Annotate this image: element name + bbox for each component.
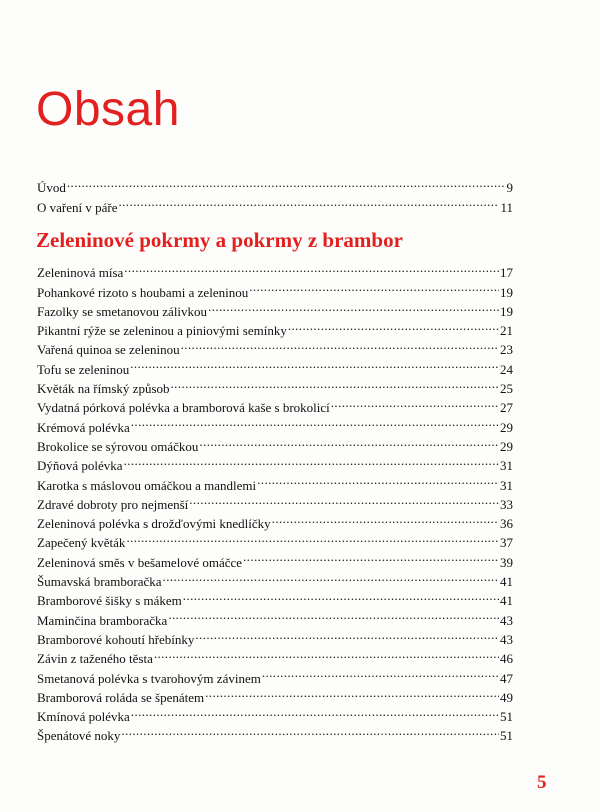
toc-entry-title: Tofu se zeleninou (37, 361, 130, 377)
page-number: 5 (537, 772, 547, 793)
toc-entry-title: Závin z taženého těsta (37, 651, 153, 667)
toc-entry[interactable] (37, 258, 513, 281)
toc-entry-page: 17 (500, 265, 513, 281)
toc-entry-page: 19 (500, 303, 513, 319)
toc-entry-page: 51 (500, 709, 513, 725)
toc-entry-title: Vydatná pórková polévka a bramborová kaše s brokolicí (37, 400, 330, 416)
toc-entry-page: 36 (500, 516, 513, 532)
toc-entry-page: 51 (500, 728, 513, 744)
dot-leader (249, 277, 499, 296)
dot-leader (195, 625, 499, 644)
toc-entry-title: Bramborová roláda se špenátem (37, 689, 205, 705)
toc-entry-page: 29 (500, 419, 513, 435)
toc-entry-title: Vařená quinoa se zeleninou (37, 342, 180, 358)
toc-entry-page: 46 (500, 651, 513, 667)
toc-entry-title: Smetanová polévka s tvarohovým závinem (37, 670, 261, 686)
dot-leader (124, 451, 499, 470)
toc-entry-page: 31 (500, 458, 513, 474)
toc-entry-title: Pikantní rýže se zeleninou a piniovými semínky (37, 323, 287, 339)
toc-entry-page: 41 (500, 593, 513, 609)
dot-leader (257, 470, 499, 489)
toc-entry-title: Zeleninová mísa (37, 265, 124, 281)
toc-entry-title: Zapečený květák (37, 535, 126, 551)
toc-entry-title: Bramborové šišky s mákem (37, 593, 182, 609)
dot-leader (205, 683, 499, 702)
dot-leader (331, 393, 499, 412)
toc-entry-title: Dýňová polévka (37, 458, 123, 474)
toc-entry[interactable] (37, 173, 513, 196)
toc-entry-title: Bramborové kohoutí hřebínky (37, 631, 195, 647)
toc-entry-title: Zeleninová polévka s drožďovými knedlíčky (37, 516, 271, 532)
dot-leader (183, 586, 499, 605)
toc-entry-page: 41 (500, 574, 513, 590)
toc-entry-page: 43 (500, 631, 513, 647)
toc-entry-page: 29 (500, 438, 513, 454)
section-toc-list (37, 258, 513, 744)
dot-leader (131, 412, 499, 431)
toc-entry-page: 19 (500, 284, 513, 300)
toc-entry-page: 9 (506, 180, 513, 196)
toc-entry-page: 23 (500, 342, 513, 358)
toc-entry-page: 11 (500, 199, 513, 215)
toc-entry-title: Květák na římský způsob (37, 381, 170, 397)
dot-leader (189, 490, 499, 509)
toc-entry-page: 27 (500, 400, 513, 416)
toc-entry-title: Krémová polévka (37, 419, 130, 435)
toc-entry-title: Zeleninová směs v bešamelové omáčce (37, 554, 243, 570)
dot-leader (208, 297, 499, 316)
toc-entry-title: Brokolice se sýrovou omáčkou (37, 438, 199, 454)
intro-toc-list (37, 173, 513, 215)
dot-leader (262, 663, 499, 682)
toc-entry-page: 21 (500, 323, 513, 339)
dot-leader (171, 374, 499, 393)
toc-entry-page: 33 (500, 496, 513, 512)
toc-entry-page: 31 (500, 477, 513, 493)
toc-entry-title: Maminčina bramboračka (37, 612, 168, 628)
toc-entry-page: 49 (500, 689, 513, 705)
toc-entry-title: O vaření v páře (37, 199, 118, 215)
toc-entry-title: Pohankové rizoto s houbami a zeleninou (37, 284, 249, 300)
toc-entry-title: Úvod (37, 180, 66, 196)
toc-entry-title: Šumavská bramboračka (37, 574, 162, 590)
toc-entry-page: 47 (500, 670, 513, 686)
toc-entry-page: 37 (500, 535, 513, 551)
dot-leader (163, 567, 499, 586)
dot-leader (124, 258, 499, 277)
dot-leader (131, 702, 499, 721)
dot-leader (121, 721, 499, 740)
dot-leader (130, 354, 499, 373)
toc-entry-page: 24 (500, 361, 513, 377)
dot-leader (288, 316, 499, 335)
dot-leader (119, 192, 500, 211)
dot-leader (272, 509, 499, 528)
page-title: Obsah (36, 83, 180, 136)
toc-entry[interactable] (37, 192, 513, 215)
toc-entry-title: Špenátové noky (37, 728, 121, 744)
toc-entry-title: Zdravé dobroty pro nejmenší (37, 496, 189, 512)
dot-leader (181, 335, 499, 354)
toc-entry-title: Karotka s máslovou omáčkou a mandlemi (37, 477, 257, 493)
toc-entry-page: 25 (500, 381, 513, 397)
dot-leader (126, 528, 499, 547)
toc-entry-title: Fazolky se smetanovou zálivkou (37, 303, 208, 319)
dot-leader (168, 605, 499, 624)
section-heading: Zeleninové pokrmy a pokrmy z brambor (36, 228, 403, 252)
toc-entry-title: Kmínová polévka (37, 709, 130, 725)
dot-leader (154, 644, 499, 663)
dot-leader (67, 173, 506, 192)
toc-entry-page: 43 (500, 612, 513, 628)
toc-entry-page: 39 (500, 554, 513, 570)
dot-leader (199, 432, 499, 451)
dot-leader (243, 547, 499, 566)
